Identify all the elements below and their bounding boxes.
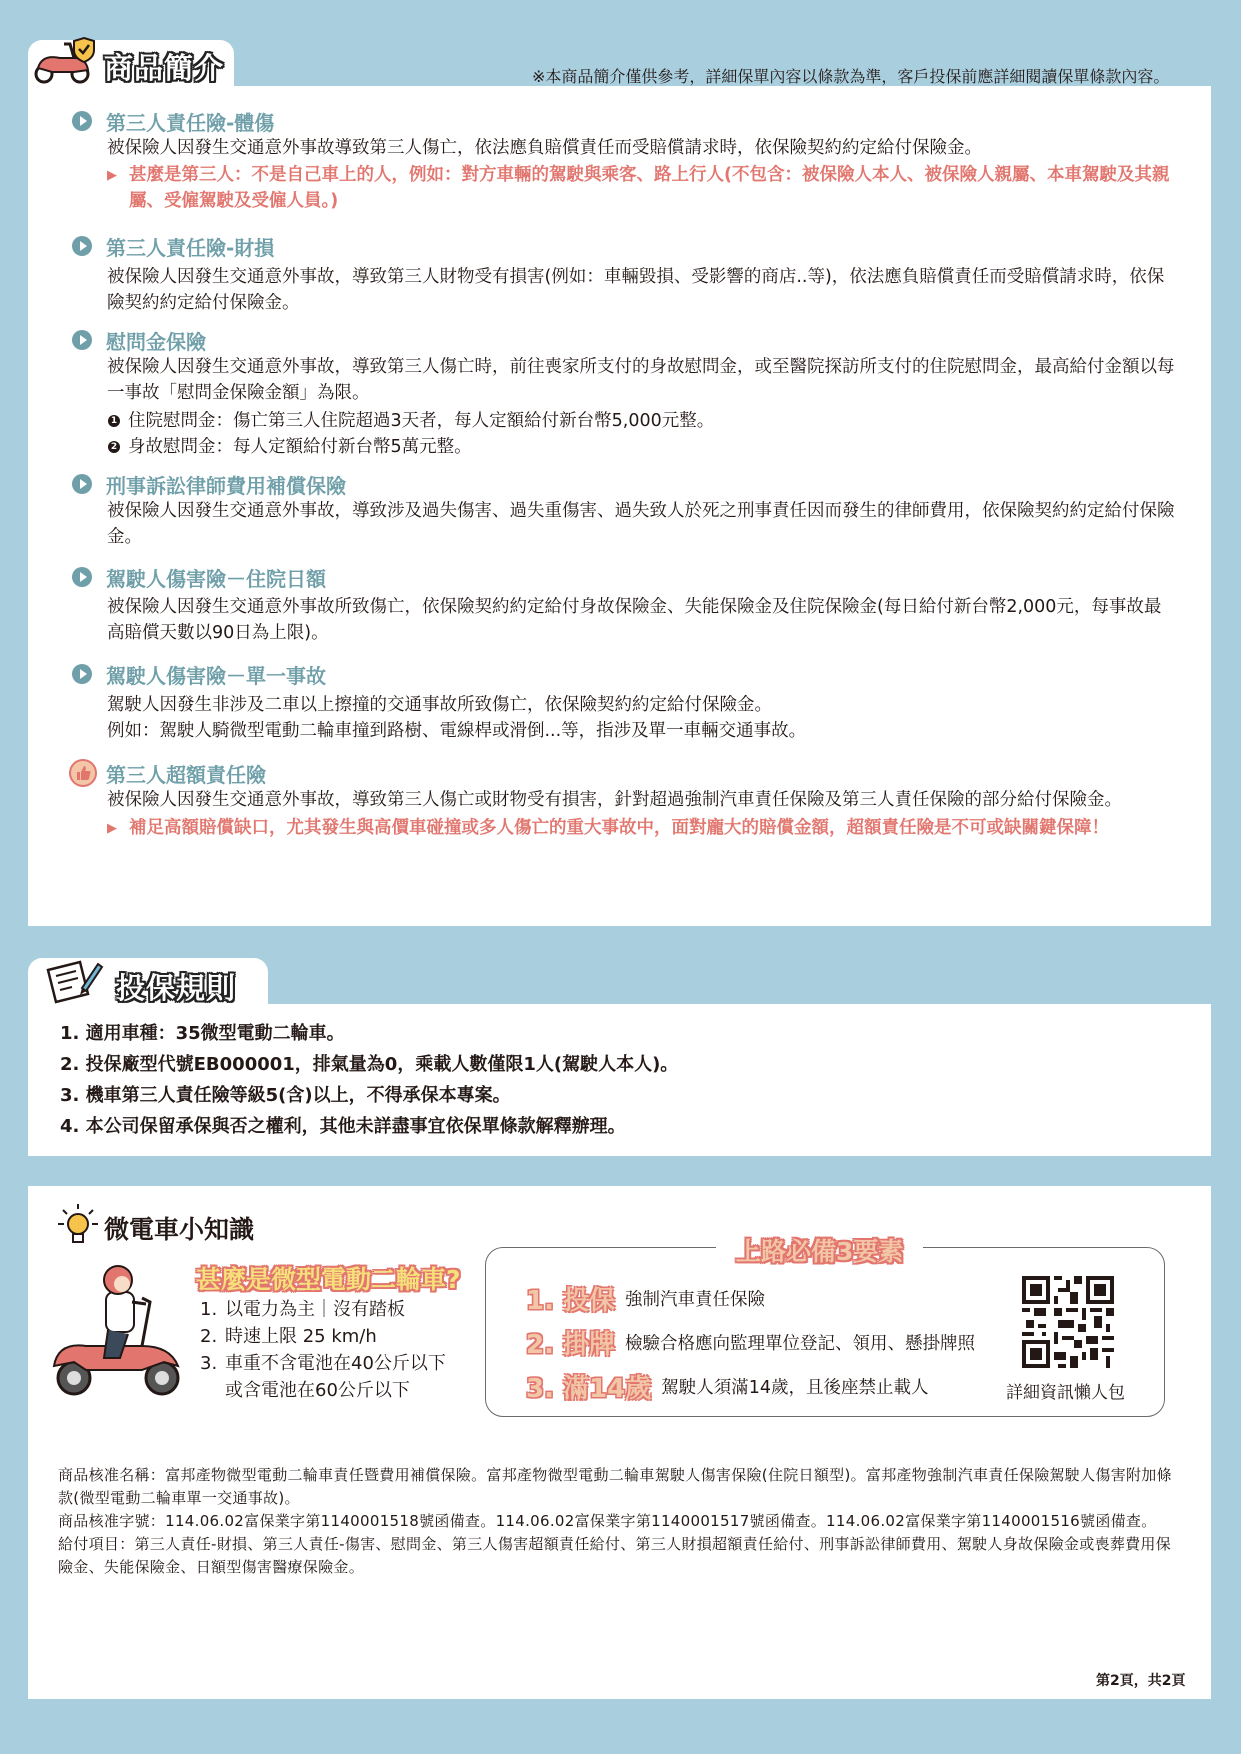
number-badge: 2 [108,441,120,453]
arrow-right-icon: ▶ [107,168,117,183]
intro-title: 商品簡介 [104,51,225,85]
coverage-body: 被保險人因發生交通意外事故，導致第三人財物受有損害(例如：車輛毀損、受影響的商店..等)，依法應負賠償責任而受賠償請求時，依保險契約約定給付保險金。 [107,267,1165,313]
requirement-text: 強制汽車責任保險 [625,1290,766,1310]
requirement-item [526,1324,975,1361]
rules-list [60,1018,678,1142]
coverage-title: 駕駛人傷害險－單一事故 [106,663,326,688]
requirements-title: 上路必備3要素 [716,1232,923,1268]
coverage-title: 第三人超額責任險 [106,762,266,787]
play-bullet-icon [72,330,92,350]
thumbs-up-icon [68,758,98,788]
answer-list [200,1296,446,1404]
coverage-body-line: 駕駛人因發生非涉及二車以上擦撞的交通事故所致傷亡，依保險契約約定給付保險金。 [107,695,772,715]
coverage-body: 被保險人因發生交通意外事故，導致涉及過失傷害、過失重傷害、過失致人於死之刑事責任因而發生的律師費用，依保險契約約定給付保險金。 [107,501,1175,547]
coverage-item-driver-hospital [72,563,1172,646]
scooter-rider-illustration [46,1262,186,1402]
requirement-label: 3. 滿14歲 [526,1374,652,1404]
sub-item-text: 身故慰問金：每人定額給付新台幣5萬元整。 [128,437,472,457]
coverage-title: 慰問金保險 [106,329,206,354]
fine-print-line: 商品核准字號：114.06.02富保業字第1140001518號函備查。114.06.02富保業字第1140001517號函備查。114.06.02富保業字第1140001516號函備查。 [58,1512,1157,1530]
coverage-body-line: 例如：駕駛人騎微型電動二輪車撞到路樹、電線桿或滑倒...等，指涉及單一車輛交通事故。 [107,721,807,741]
question-title: 甚麼是微型電動二輪車? [196,1265,461,1294]
knowledge-title: 微電車小知識 [104,1215,255,1244]
qr-code-icon[interactable] [1022,1276,1114,1368]
coverage-body: 被保險人因發生交通意外事故所致傷亡，依保險契約約定給付身故保險金、失能保險金及住院保險金(每日給付新台幣2,000元，每事故最高賠償天數以90日為上限)。 [107,597,1162,643]
qr-label: 詳細資訊懶人包 [1006,1383,1125,1403]
answer-item: 1. 以電力為主｜沒有踏板 [200,1299,405,1320]
coverage-body: 被保險人因發生交通意外事故，導致第三人傷亡或財物受有損害，針對超過強制汽車責任保險及第三人責任保險的部分給付保險金。 [107,790,1122,810]
coverage-item-consolation [72,326,1175,460]
page-number: 第2頁，共2頁 [1096,1673,1186,1689]
rule-item: 2. 投保廠型代號EB000001，排氣量為0，乘載人數僅限1人(駕駛人本人)。 [60,1054,679,1075]
coverage-item-legal-fees [72,470,1175,550]
fine-print [58,1464,1172,1579]
coverage-note: 補足高額賠償缺口，尤其發生與高價車碰撞或多人傷亡的重大事故中，面對龐大的賠償金額，超額責任險是不可或缺關鍵保障！ [129,818,1109,838]
rules-tab [28,958,268,1008]
rule-item: 1. 適用車種：35微型電動二輪車。 [60,1023,345,1044]
rules-title: 投保規則 [116,971,237,1005]
sub-item-text: 住院慰問金：傷亡第三人住院超過3天者，每人定額給付新台幣5,000元整。 [128,411,715,431]
fine-print-line: 給付項目：第三人責任-財損、第三人責任-傷害、慰問金、第三人傷害超額責任給付、第三人財損超額責任給付、刑事訴訟律師費用、駕駛人身故保險金或喪葬費用保險金、失能保險金、日額型傷害醫療保險金。 [58,1535,1172,1576]
answer-item: 2. 時速上限 25 km/h [200,1326,377,1347]
requirement-item [526,1280,765,1317]
requirement-label: 2. 掛牌 [526,1330,616,1360]
coverage-item-excess-liability [72,759,1172,842]
coverage-title: 刑事訴訟律師費用補償保險 [106,473,346,498]
answer-item: 3. 車重不含電池在40公斤以下 [200,1353,446,1374]
coverage-title: 第三人責任險-財損 [106,235,275,260]
rule-item: 3. 機車第三人責任險等級5(含)以上，不得承保本專案。 [60,1085,511,1106]
requirement-label: 1. 投保 [526,1286,616,1316]
arrow-right-icon: ▶ [107,821,117,836]
play-bullet-icon [72,111,92,131]
rule-item: 4. 本公司保留承保與否之權利，其他未詳盡事宜依保單條款解釋辦理。 [60,1116,626,1137]
lightbulb-icon [56,1204,100,1248]
document-pen-icon [42,958,106,1006]
answer-item: 或含電池在60公斤以下 [225,1380,410,1401]
coverage-item-driver-single-accident [72,660,1172,744]
play-bullet-icon [72,664,92,684]
coverage-note: 甚麼是第三人：不是自己車上的人，例如：對方車輛的駕駛與乘客、路上行人(不包含：被保險人本人、被保險人親屬、本車駕駛及其親屬、受僱駕駛及受僱人員。) [129,165,1170,211]
play-bullet-icon [72,567,92,587]
coverage-title: 駕駛人傷害險－住院日額 [106,566,326,591]
intro-tab [28,40,234,90]
scooter-shield-icon [30,32,102,86]
coverage-body: 被保險人因發生交通意外事故導致第三人傷亡，依法應負賠償責任而受賠償請求時，依保險契約約定給付保險金。 [107,138,982,158]
play-bullet-icon [72,474,92,494]
disclaimer: ※本商品簡介僅供參考，詳細保單內容以條款為準，客戶投保前應詳細閱讀保單條款內容。 [532,67,1170,86]
coverage-title: 第三人責任險-體傷 [106,110,275,135]
coverage-item-third-party-property [72,232,1172,316]
requirement-item [526,1368,928,1405]
requirement-text: 駕駛人須滿14歲，且後座禁止載人 [661,1378,929,1398]
requirement-text: 檢驗合格應向監理單位登記、領用、懸掛牌照 [625,1334,976,1354]
coverage-body: 被保險人因發生交通意外事故，導致第三人傷亡時，前往喪家所支付的身故慰問金，或至醫院探訪所支付的住院慰問金，最高給付金額以每一事故「慰問金保險金額」為限。 [107,357,1175,403]
coverage-item-third-party-injury [72,107,1172,214]
number-badge: 1 [108,415,120,427]
fine-print-line: 商品核准名稱：富邦產物微型電動二輪車責任暨費用補償保險。富邦產物微型電動二輪車駕駛人傷害保險(住院日額型)。富邦產物強制汽車責任保險駕駛人傷害附加條款(微型電動二輪車單一交通事故)。 [58,1466,1172,1507]
play-bullet-icon [72,236,92,256]
